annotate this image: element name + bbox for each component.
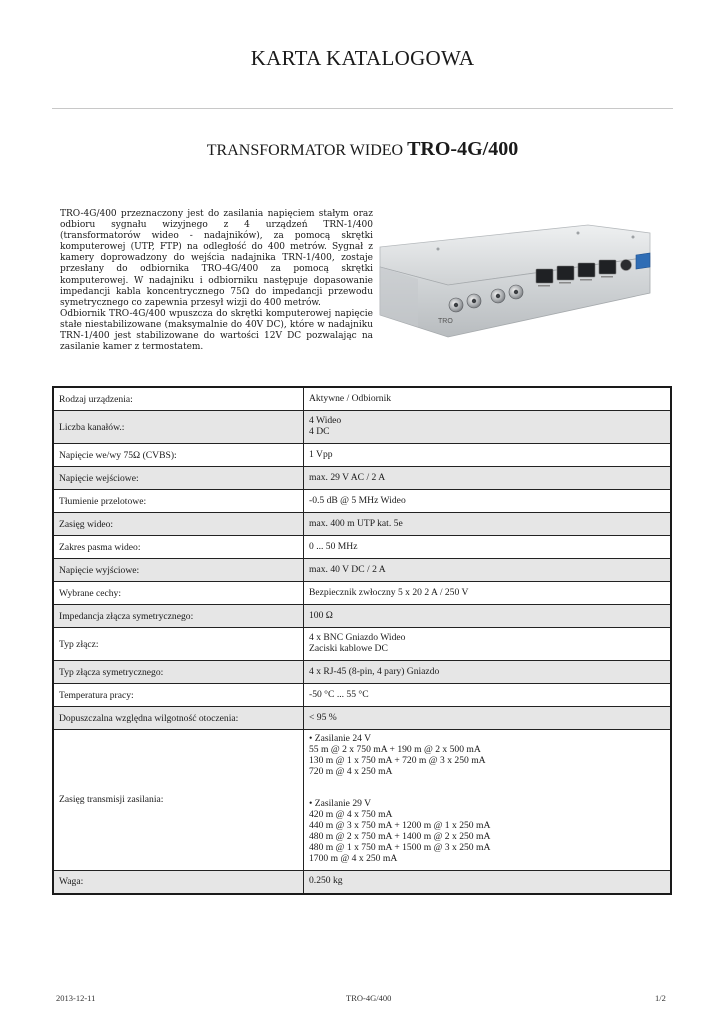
spec-value-line: 440 m @ 3 x 750 mA + 1200 m @ 1 x 250 mA [309,820,491,832]
spec-value [304,559,672,582]
title-divider [52,108,673,109]
spec-value [304,444,672,467]
spec-value [304,536,672,559]
description-paragraph: TRO-4G/400 przeznaczony jest do zasilania napięciem stałym oraz odbioru sygnału wizyjnego z 4 urządzeń TRN-1/400 (transformatorów wideo - nadajników), za pomocą skrętki komputerowej (UTP, FTP) na odległość do 400 metrów. Sygnał z kamery doprowadzony do wejścia nadajnika TRN-1/400, zostaje przesłany do odbiornika TRO-4G/400 za pomocą skrętki komputerowej. W nadajniku i odbiorniku następuje dopasowanie impedancji kabla koncentrycznego 75Ω do impedancji przewodu symetrycznego co zapewnia przesył wizji do 400 metrów. [60,209,373,308]
spec-value-line: 420 m @ 4 x 750 mA [309,809,393,821]
spec-value-line: Zaciski kablowe DC [309,643,388,654]
spec-key: Napięcie wejściowe: [53,467,304,490]
specification-table [52,386,672,895]
spec-value-line: < 95 % [309,711,337,723]
table-row [53,559,671,582]
spec-value-line: 130 m @ 1 x 750 mA + 720 m @ 3 x 250 mA [309,754,486,766]
spec-key: Temperatura pracy: [53,684,304,707]
table-row [53,387,671,411]
spec-value-line: -50 °C ... 55 °C [309,688,369,700]
subtitle-prefix: TRANSFORMATOR WIDEO [206,142,404,159]
table-row [53,605,671,628]
spec-value [304,870,672,894]
spec-value-line [309,778,666,789]
dc-terminal-icon [636,253,650,269]
fuse-holder-icon [621,260,632,271]
spec-key: Dopuszczalna względna wilgotność otoczenia: [53,707,304,730]
spec-value-line: 4 DC [309,426,330,437]
spec-value [304,582,672,605]
spec-value-line: • Zasilanie 24 V [309,733,372,744]
spec-value-line: 4 x RJ-45 (8-pin, 4 pary) Gniazdo [309,665,440,677]
spec-value [304,684,672,707]
spec-key: Zakres pasma wideo: [53,536,304,559]
spec-key: Zasięg wideo: [53,513,304,536]
spec-key: Waga: [53,870,304,894]
spec-key: Rodzaj urządzenia: [53,387,304,411]
spec-value [304,628,672,661]
table-row [53,730,671,871]
product-subtitle [0,138,725,161]
spec-value [304,605,672,628]
table-row [53,490,671,513]
spec-value-line: 480 m @ 2 x 750 mA + 1400 m @ 2 x 250 mA [309,831,491,843]
table-row [53,536,671,559]
spec-key: Tłumienie przelotowe: [53,490,304,513]
spec-value-line: 0.250 kg [309,875,343,887]
table-row [53,411,671,444]
description-paragraph: Odbiornik TRO-4G/400 wpuszcza do skrętki komputerowej napięcie stałe niestabilizowane (maksymalnie do 40V DC), które w nadajniku TRN-1/400 jest stabilizowane do wartości 12V DC pozwalając na zasilanie kamer z termostatem. [60,308,373,353]
table-row [53,628,671,661]
table-row [53,513,671,536]
spec-key: Typ złącza symetrycznego: [53,661,304,684]
spec-value-line: Bezpiecznik zwłoczny 5 x 20 2 A / 250 V [309,586,469,598]
spec-value-line: -0.5 dB @ 5 MHz Wideo [309,494,406,506]
spec-value [304,490,672,513]
table-row [53,582,671,605]
spec-value [304,661,672,684]
subtitle-model: TRO-4G/400 [407,138,519,160]
spec-value-line: 1700 m @ 4 x 250 mA [309,852,398,864]
spec-value [304,387,672,411]
product-photo [378,205,660,355]
spec-value-line: Aktywne / Odbiornik [309,392,392,404]
spec-value [304,513,672,536]
spec-value-line: max. 29 V AC / 2 A [309,471,386,483]
spec-key: Liczba kanałów.: [53,411,304,444]
spec-key: Typ złącz: [53,628,304,661]
table-row [53,707,671,730]
spec-value-line: 480 m @ 1 x 750 mA + 1500 m @ 3 x 250 mA [309,842,491,854]
spec-key: Napięcie wyjściowe: [53,559,304,582]
spec-value-line: 55 m @ 2 x 750 mA + 190 m @ 2 x 500 mA [309,743,481,755]
spec-value [304,411,672,444]
spec-value-line: 0 ... 50 MHz [309,540,358,552]
spec-value [304,467,672,490]
spec-key: Impedancja złącza symetrycznego: [53,605,304,628]
spec-value-line: 4 x BNC Gniazdo Wideo [309,632,406,644]
table-row [53,444,671,467]
spec-value-line: 1 Vpp [309,448,333,460]
footer-page-number: 1/2 [655,993,666,1003]
spec-value-line: 4 Wideo [309,415,342,427]
spec-value-line: max. 400 m UTP kat. 5e [309,517,403,529]
product-description [60,209,373,353]
spec-key: Zasięg transmisji zasilania: [53,730,304,871]
spec-value-line: max. 40 V DC / 2 A [309,563,386,575]
page-title: KARTA KATALOGOWA [250,46,475,70]
spec-value-line: 100 Ω [309,609,333,621]
footer-date: 2013-12-11 [56,993,96,1003]
table-row [53,467,671,490]
spec-key: Napięcie we/wy 75Ω (CVBS): [53,444,304,467]
spec-value [304,707,672,730]
footer-model: TRO-4G/400 [346,993,392,1003]
spec-value-line: • Zasilanie 29 V [309,798,372,810]
table-row [53,870,671,894]
device-label: TRO [438,318,453,325]
spec-key: Wybrane cechy: [53,582,304,605]
table-row [53,684,671,707]
table-row [53,661,671,684]
spec-value [304,730,672,871]
spec-value-line: 720 m @ 4 x 250 mA [309,765,393,777]
